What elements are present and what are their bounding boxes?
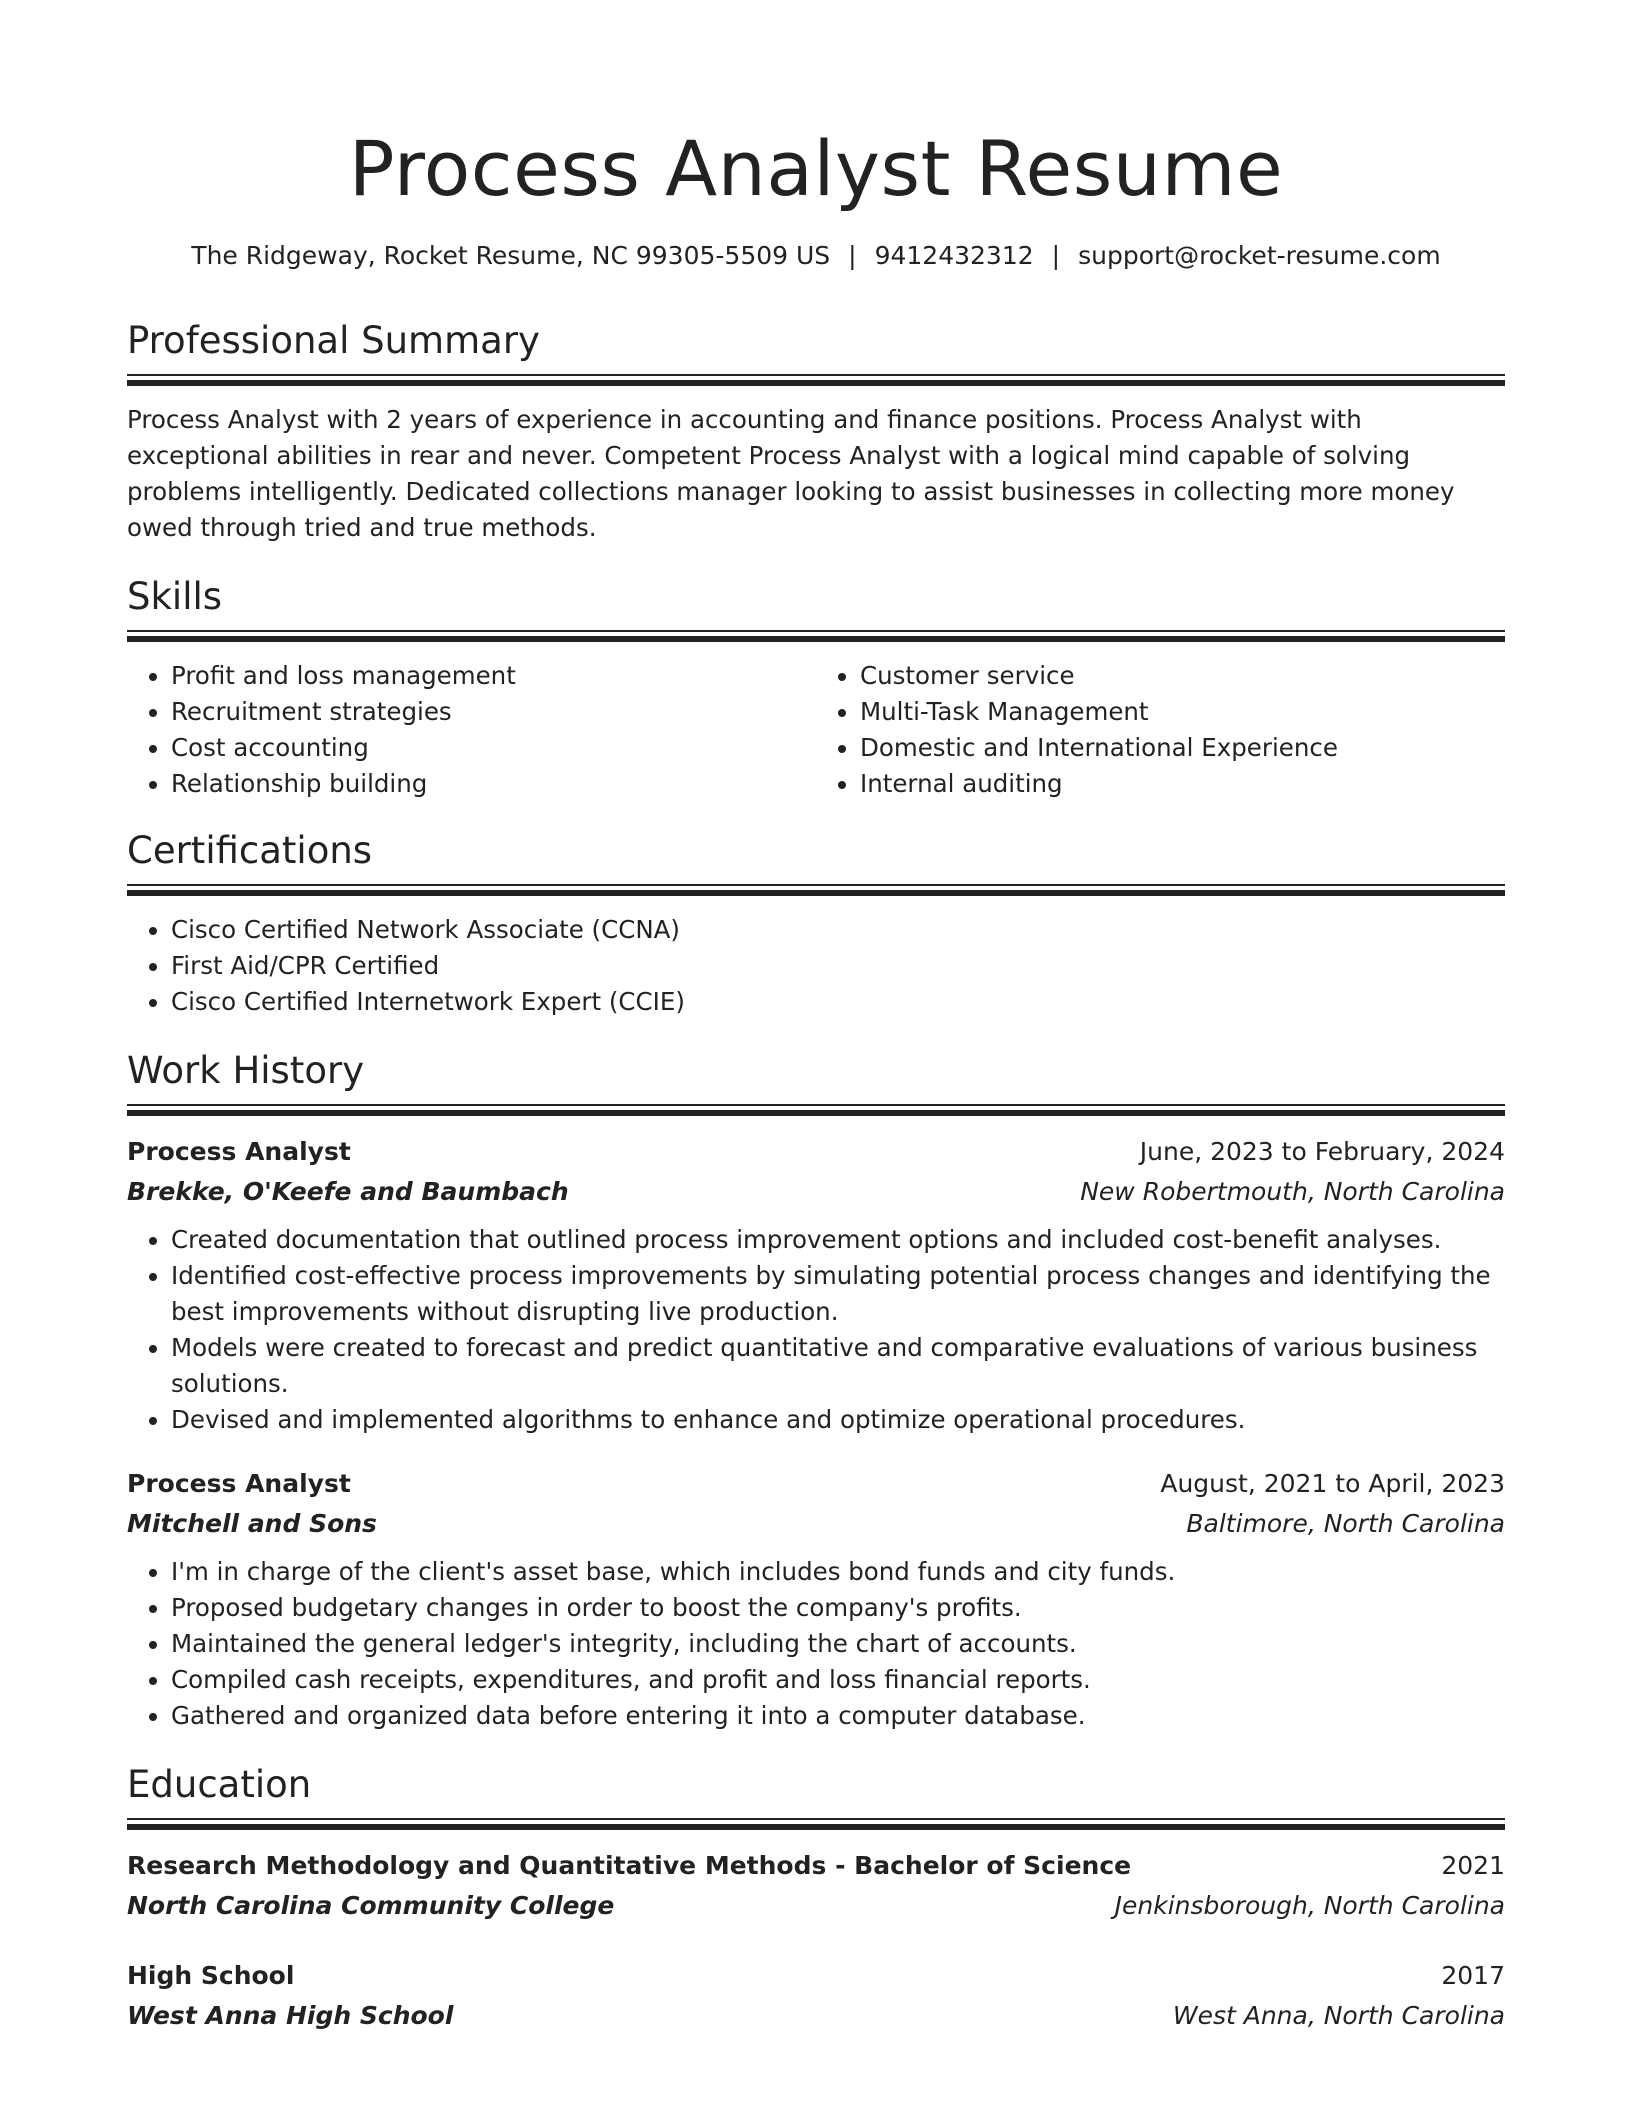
education-location: West Anna, North Carolina xyxy=(1172,2001,1505,2030)
skills-list-left xyxy=(127,658,816,802)
job-company: Brekke, O'Keefe and Baumbach xyxy=(127,1177,569,1206)
job-bullets xyxy=(127,1554,1505,1734)
job-bullet: • Models were created to forecast and predict quantitative and comparative evaluations of various business solutions. xyxy=(171,1330,1505,1402)
skill-item: • Customer service xyxy=(860,658,1505,694)
certification-item: • Cisco Certified Network Associate (CCNA) xyxy=(171,912,1505,948)
certifications-section xyxy=(127,828,1505,1020)
job-bullet: • Compiled cash receipts, expenditures, and profit and loss financial reports. xyxy=(171,1662,1505,1698)
education-degree: Research Methodology and Quantitative Methods - Bachelor of Science xyxy=(127,1851,1132,1880)
certification-item: • Cisco Certified Internetwork Expert (CCIE) xyxy=(171,984,1505,1020)
job-header xyxy=(127,1464,1505,1504)
contact-phone: 9412432312 xyxy=(874,241,1034,270)
section-heading-skills: Skills xyxy=(127,575,223,618)
skill-item: • Relationship building xyxy=(171,766,816,802)
job-bullet: • Created documentation that outlined process improvement options and included cost-benefit analyses. xyxy=(171,1222,1505,1258)
job-title: Process Analyst xyxy=(127,1137,351,1166)
job-bullet: • I'm in charge of the client's asset base, which includes bond funds and city funds. xyxy=(171,1554,1505,1590)
skills-section xyxy=(127,574,1505,802)
job-subheader xyxy=(127,1504,1505,1544)
section-divider xyxy=(127,1104,1505,1116)
section-divider xyxy=(127,1818,1505,1830)
section-heading-work-history: Work History xyxy=(127,1049,365,1092)
skill-item: • Multi-Task Management xyxy=(860,694,1505,730)
job-bullet: • Devised and implemented algorithms to enhance and optimize operational procedures. xyxy=(171,1402,1505,1438)
resume-title: Process Analyst Resume xyxy=(348,124,1284,213)
summary-section xyxy=(127,318,1505,546)
job-subheader xyxy=(127,1172,1505,1212)
job-location: New Robertmouth, North Carolina xyxy=(1080,1177,1505,1206)
education-school: North Carolina Community College xyxy=(127,1891,615,1920)
education-entry xyxy=(127,1956,1505,2036)
education-year: 2017 xyxy=(1441,1961,1505,1990)
summary-text: Process Analyst with 2 years of experience in accounting and finance positions. Process Analyst with exceptional abilities in rear and never. Competent Process Analyst with a logical mind capable of solving problems intelligently. Dedicated collections manager looking to assist businesses in collecting more money owed through tried and true methods. xyxy=(127,405,1455,542)
skill-item: • Cost accounting xyxy=(171,730,816,766)
contact-address: The Ridgeway, Rocket Resume, NC 99305-5509 US xyxy=(191,241,831,270)
section-divider xyxy=(127,884,1505,896)
job-bullet: • Proposed budgetary changes in order to boost the company's profits. xyxy=(171,1590,1505,1626)
job-dates: August, 2021 to April, 2023 xyxy=(1160,1469,1505,1498)
job-header xyxy=(127,1132,1505,1172)
education-degree: High School xyxy=(127,1961,295,1990)
skills-grid xyxy=(127,658,1505,802)
certifications-list xyxy=(127,912,1505,1020)
education-subheader xyxy=(127,1886,1505,1926)
section-heading-certifications: Certifications xyxy=(127,829,373,872)
certification-item: • First Aid/CPR Certified xyxy=(171,948,1505,984)
job-entry xyxy=(127,1464,1505,1734)
job-entry xyxy=(127,1132,1505,1438)
job-dates: June, 2023 to February, 2024 xyxy=(1139,1137,1505,1166)
education-header xyxy=(127,1956,1505,1996)
contact-separator: | xyxy=(1051,241,1061,270)
education-year: 2021 xyxy=(1441,1851,1505,1880)
job-title: Process Analyst xyxy=(127,1469,351,1498)
education-subheader xyxy=(127,1996,1505,2036)
job-location: Baltimore, North Carolina xyxy=(1186,1509,1505,1538)
job-company: Mitchell and Sons xyxy=(127,1509,377,1538)
education-entry xyxy=(127,1846,1505,1926)
education-section xyxy=(127,1762,1505,2036)
section-divider xyxy=(127,374,1505,386)
contact-line xyxy=(127,240,1505,272)
section-divider xyxy=(127,630,1505,642)
education-school: West Anna High School xyxy=(127,2001,454,2030)
contact-separator: | xyxy=(848,241,857,270)
job-bullet: • Maintained the general ledger's integrity, including the chart of accounts. xyxy=(171,1626,1505,1662)
job-bullet: • Identified cost-effective process improvements by simulating potential process changes and identifying the best improvements without disrupting live production. xyxy=(171,1258,1505,1330)
work-history-section xyxy=(127,1048,1505,1734)
job-bullet: • Gathered and organized data before entering it into a computer database. xyxy=(171,1698,1505,1734)
education-location: Jenkinsborough, North Carolina xyxy=(1114,1891,1505,1920)
skills-list-right xyxy=(816,658,1505,802)
section-heading-education: Education xyxy=(127,1763,312,1806)
skill-item: • Profit and loss management xyxy=(171,658,816,694)
skill-item: • Domestic and International Experience xyxy=(860,730,1505,766)
job-bullets xyxy=(127,1222,1505,1438)
skill-item: • Recruitment strategies xyxy=(171,694,816,730)
skill-item: • Internal auditing xyxy=(860,766,1505,802)
section-heading-summary: Professional Summary xyxy=(127,319,540,362)
contact-email: support@rocket-resume.com xyxy=(1078,241,1441,270)
education-header xyxy=(127,1846,1505,1886)
